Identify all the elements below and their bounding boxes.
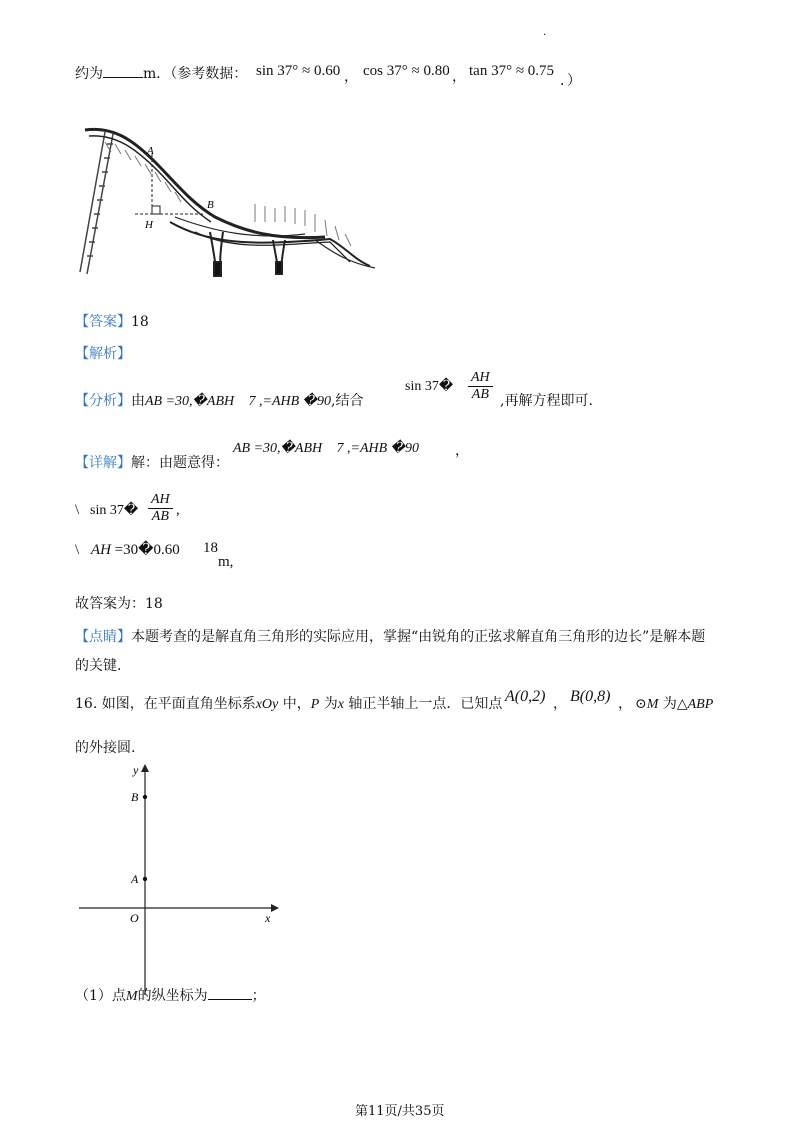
part1-rest: 的纵坐标为 — [137, 988, 208, 1004]
dianjing-text1: 本题考查的是解直角三角形的实际应用，掌握“由锐角的正弦求解直角三角形的边长”是解本题 — [131, 629, 706, 645]
q16-x: x — [337, 697, 344, 712]
xiangjie-line — [75, 452, 229, 472]
triangle-abp: △ABP — [676, 697, 714, 712]
step1-trail: , — [176, 502, 180, 518]
analysis-line — [75, 343, 131, 363]
fenxi-sin: sin 37� — [405, 379, 454, 394]
fraction-denominator: AB — [471, 387, 489, 402]
top-dot: · — [543, 30, 547, 41]
part1-blank — [208, 999, 252, 1000]
page-footer: 第11页/共35页 — [355, 1104, 445, 1119]
pillars — [210, 232, 285, 276]
a-label: A — [131, 872, 139, 886]
q16-mid3: 轴正半轴上一点．已知点 — [343, 696, 503, 712]
label-H: H — [145, 219, 153, 231]
y-label: y — [133, 763, 139, 777]
q16-circle-line — [635, 693, 713, 713]
roller-coaster-figure — [75, 122, 375, 282]
sep-2: ， — [452, 69, 466, 85]
fenxi-formula: AB =30,�ABH 𰧨7 ,=AHB �90 — [145, 394, 332, 409]
step2-value: 18 — [203, 540, 218, 556]
sep-1: ， — [344, 69, 358, 85]
part1-line — [75, 985, 266, 1005]
xiangjie-tag: 【详解】 — [75, 455, 131, 471]
step1-fraction — [148, 492, 173, 525]
part1-end: ； — [251, 988, 266, 1004]
label-A: A — [147, 145, 154, 157]
circle-m: ⊙M — [635, 697, 659, 712]
support-ladder — [80, 132, 113, 274]
dianjing-line2: 的关键. — [75, 658, 122, 674]
fenxi-text-before: 由 — [131, 393, 145, 409]
q16-line1 — [75, 693, 502, 713]
q16-mid1: 中， — [278, 696, 311, 712]
answer-blank — [103, 77, 143, 78]
fraction-numerator: AH — [468, 370, 493, 387]
xiangjie-formula: AB =30,�ABH 𰧨7 ,=AHB �90 — [233, 441, 420, 456]
dianjing-line1 — [75, 626, 705, 646]
final-answer: 故答案为：18 — [75, 596, 163, 612]
step2-mark: \ — [75, 542, 80, 558]
point-b-dot — [143, 795, 147, 799]
step1-denominator: AB — [151, 509, 169, 524]
answer-line — [75, 311, 149, 331]
label-B: B — [207, 199, 214, 211]
point-a: A(0,2) — [505, 688, 546, 705]
q16-mid2: 为 — [319, 696, 338, 712]
analysis-tag: 【解析】 — [75, 346, 131, 362]
coordinate-graph — [75, 760, 295, 1000]
point-b: B(0,8) — [570, 688, 611, 705]
y-axis-arrow — [141, 764, 149, 772]
step2-trail: , — [229, 554, 234, 570]
track-hatching — [105, 142, 351, 246]
fenxi-tag: 【分析】 — [75, 393, 131, 409]
q16-line2: 的外接圆. — [75, 740, 136, 756]
answer-value: 18 — [131, 314, 149, 330]
q15-end: ．） — [560, 73, 581, 89]
fenxi-line — [75, 390, 363, 410]
q15-text-a: 约为 — [75, 66, 103, 82]
q16-sep1: ， — [553, 696, 567, 712]
answer-tag: 【答案】 — [75, 314, 131, 330]
xiangjie-trail: ， — [455, 443, 469, 459]
b-label: B — [131, 790, 139, 804]
fenxi-text-after: ,再解方程即可. — [500, 393, 593, 409]
q16-p: P — [310, 697, 320, 712]
q16-intro: 16. 如图，在平面直角坐标系 — [75, 696, 256, 712]
step1-sin: sin 37� — [90, 503, 139, 518]
fenxi-fraction — [468, 370, 493, 403]
tan-reference: tan 37° ≈ 0.75 — [469, 63, 555, 79]
x-label: x — [265, 911, 271, 925]
fenxi-text-mid: ,结合 — [331, 393, 364, 409]
xiangjie-text: 解：由题意得： — [131, 455, 229, 471]
part1-m: M — [125, 989, 138, 1004]
q16-sep2: ， — [618, 696, 632, 712]
q15-reference-line — [75, 63, 247, 83]
q16-xoy: xOy — [255, 697, 279, 712]
step2-ah: AH — [90, 542, 111, 558]
point-a-dot — [143, 877, 147, 881]
step2-line — [75, 540, 180, 559]
step1-numerator: AH — [148, 492, 173, 509]
track — [85, 129, 375, 268]
dianjing-tag: 【点睛】 — [75, 629, 131, 645]
step1-mark: \ — [75, 502, 80, 518]
step2-formula: =30�0.60 — [110, 542, 180, 558]
sin-reference: sin 37° ≈ 0.60 — [256, 63, 341, 79]
cos-reference: cos 37° ≈ 0.80 — [363, 63, 450, 79]
step2-unit-m: m — [218, 554, 230, 570]
part1-text: （1）点 — [75, 988, 126, 1004]
q15-text-b: m．（参考数据： — [143, 66, 248, 82]
x-axis-arrow — [271, 904, 279, 912]
o-label: O — [130, 911, 139, 925]
q16-mid4: 为 — [658, 696, 677, 712]
step2-unit — [218, 554, 233, 571]
